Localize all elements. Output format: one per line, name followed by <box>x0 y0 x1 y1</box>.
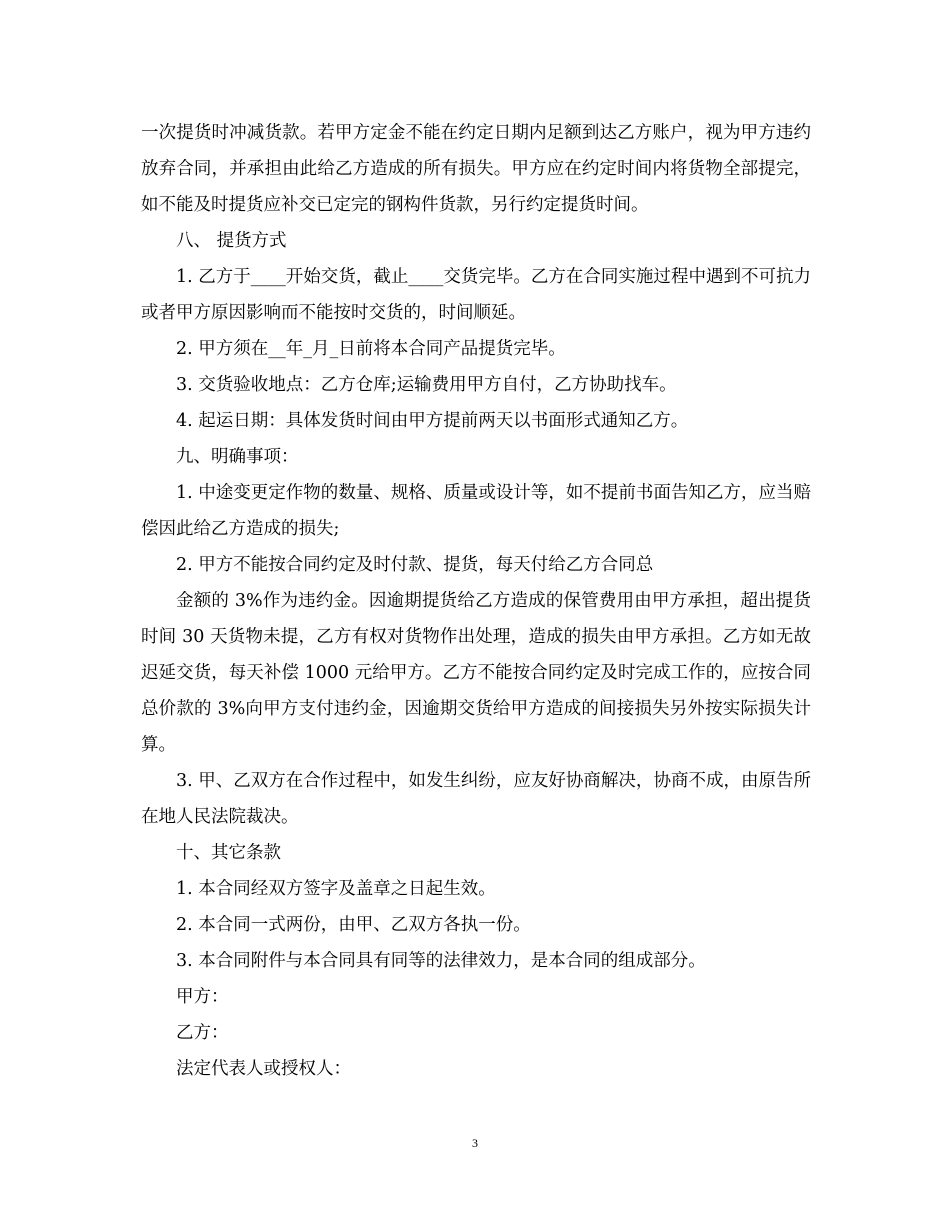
clause-8-2: 2. 甲方须在__年_月_日前将本合同产品提货完毕。 <box>176 339 566 359</box>
section-heading-other-terms: 十、其它条款 <box>176 843 281 863</box>
clause-9-2-continued: 金额的 3%作为违约金。因逾期提货给乙方造成的保管费用由甲方承担，超出提货时间 30 天货物未提，乙方有权对货物作出处理，造成的损失由甲方承担。乙方如无故迟延交货，每天补偿 1000 元给甲方。乙方不能按合同约定及时完成工作的，应按合同总价款的 3%向甲方支付违约金，因逾期交货给甲方造成的间接损失另外按实际损失计算。 <box>141 591 811 755</box>
clause-10-2: 2. 本合同一式两份，由甲、乙双方各执一份。 <box>176 915 531 935</box>
document-body <box>141 115 811 1087</box>
signature-party-b: 乙方： <box>176 1023 229 1043</box>
clause-8-3: 3. 交货验收地点：乙方仓库;运输费用甲方自付，乙方协助找车。 <box>176 375 677 395</box>
section-heading-specific-matters: 九、明确事项： <box>176 447 299 467</box>
clause-8-1: 1. 乙方于____开始交货，截止____交货完毕。乙方在合同实施过程中遇到不可抗力或者甲方原因影响而不能按时交货的，时间顺延。 <box>141 267 811 323</box>
clause-9-2-first-line: 2. 甲方不能按合同约定及时付款、提货，每天付给乙方合同总 <box>176 555 654 575</box>
clause-10-3: 3. 本合同附件与本合同具有同等的法律效力，是本合同的组成部分。 <box>176 951 706 971</box>
clause-8-4: 4. 起运日期：具体发货时间由甲方提前两天以书面形式通知乙方。 <box>176 411 689 431</box>
paragraph-continuation: 一次提货时冲减货款。若甲方定金不能在约定日期内足额到达乙方账户，视为甲方违约放弃合同，并承担由此给乙方造成的所有损失。甲方应在约定时间内将货物全部提完，如不能及时提货应补交已定完的钢构件货款，另行约定提货时间。 <box>141 123 811 215</box>
signature-legal-representative: 法定代表人或授权人： <box>176 1059 351 1079</box>
clause-9-1: 1. 中途变更定作物的数量、规格、质量或设计等，如不提前书面告知乙方，应当赔偿因此给乙方造成的损失; <box>141 483 811 539</box>
clause-9-3: 3. 甲、乙双方在合作过程中，如发生纠纷，应友好协商解决，协商不成，由原告所在地人民法院裁决。 <box>141 771 811 827</box>
signature-party-a: 甲方： <box>176 987 229 1007</box>
section-heading-delivery-method: 八、 提货方式 <box>176 231 287 251</box>
clause-10-1: 1. 本合同经双方签字及盖章之日起生效。 <box>176 879 496 899</box>
page-number: 3 <box>472 1136 478 1150</box>
